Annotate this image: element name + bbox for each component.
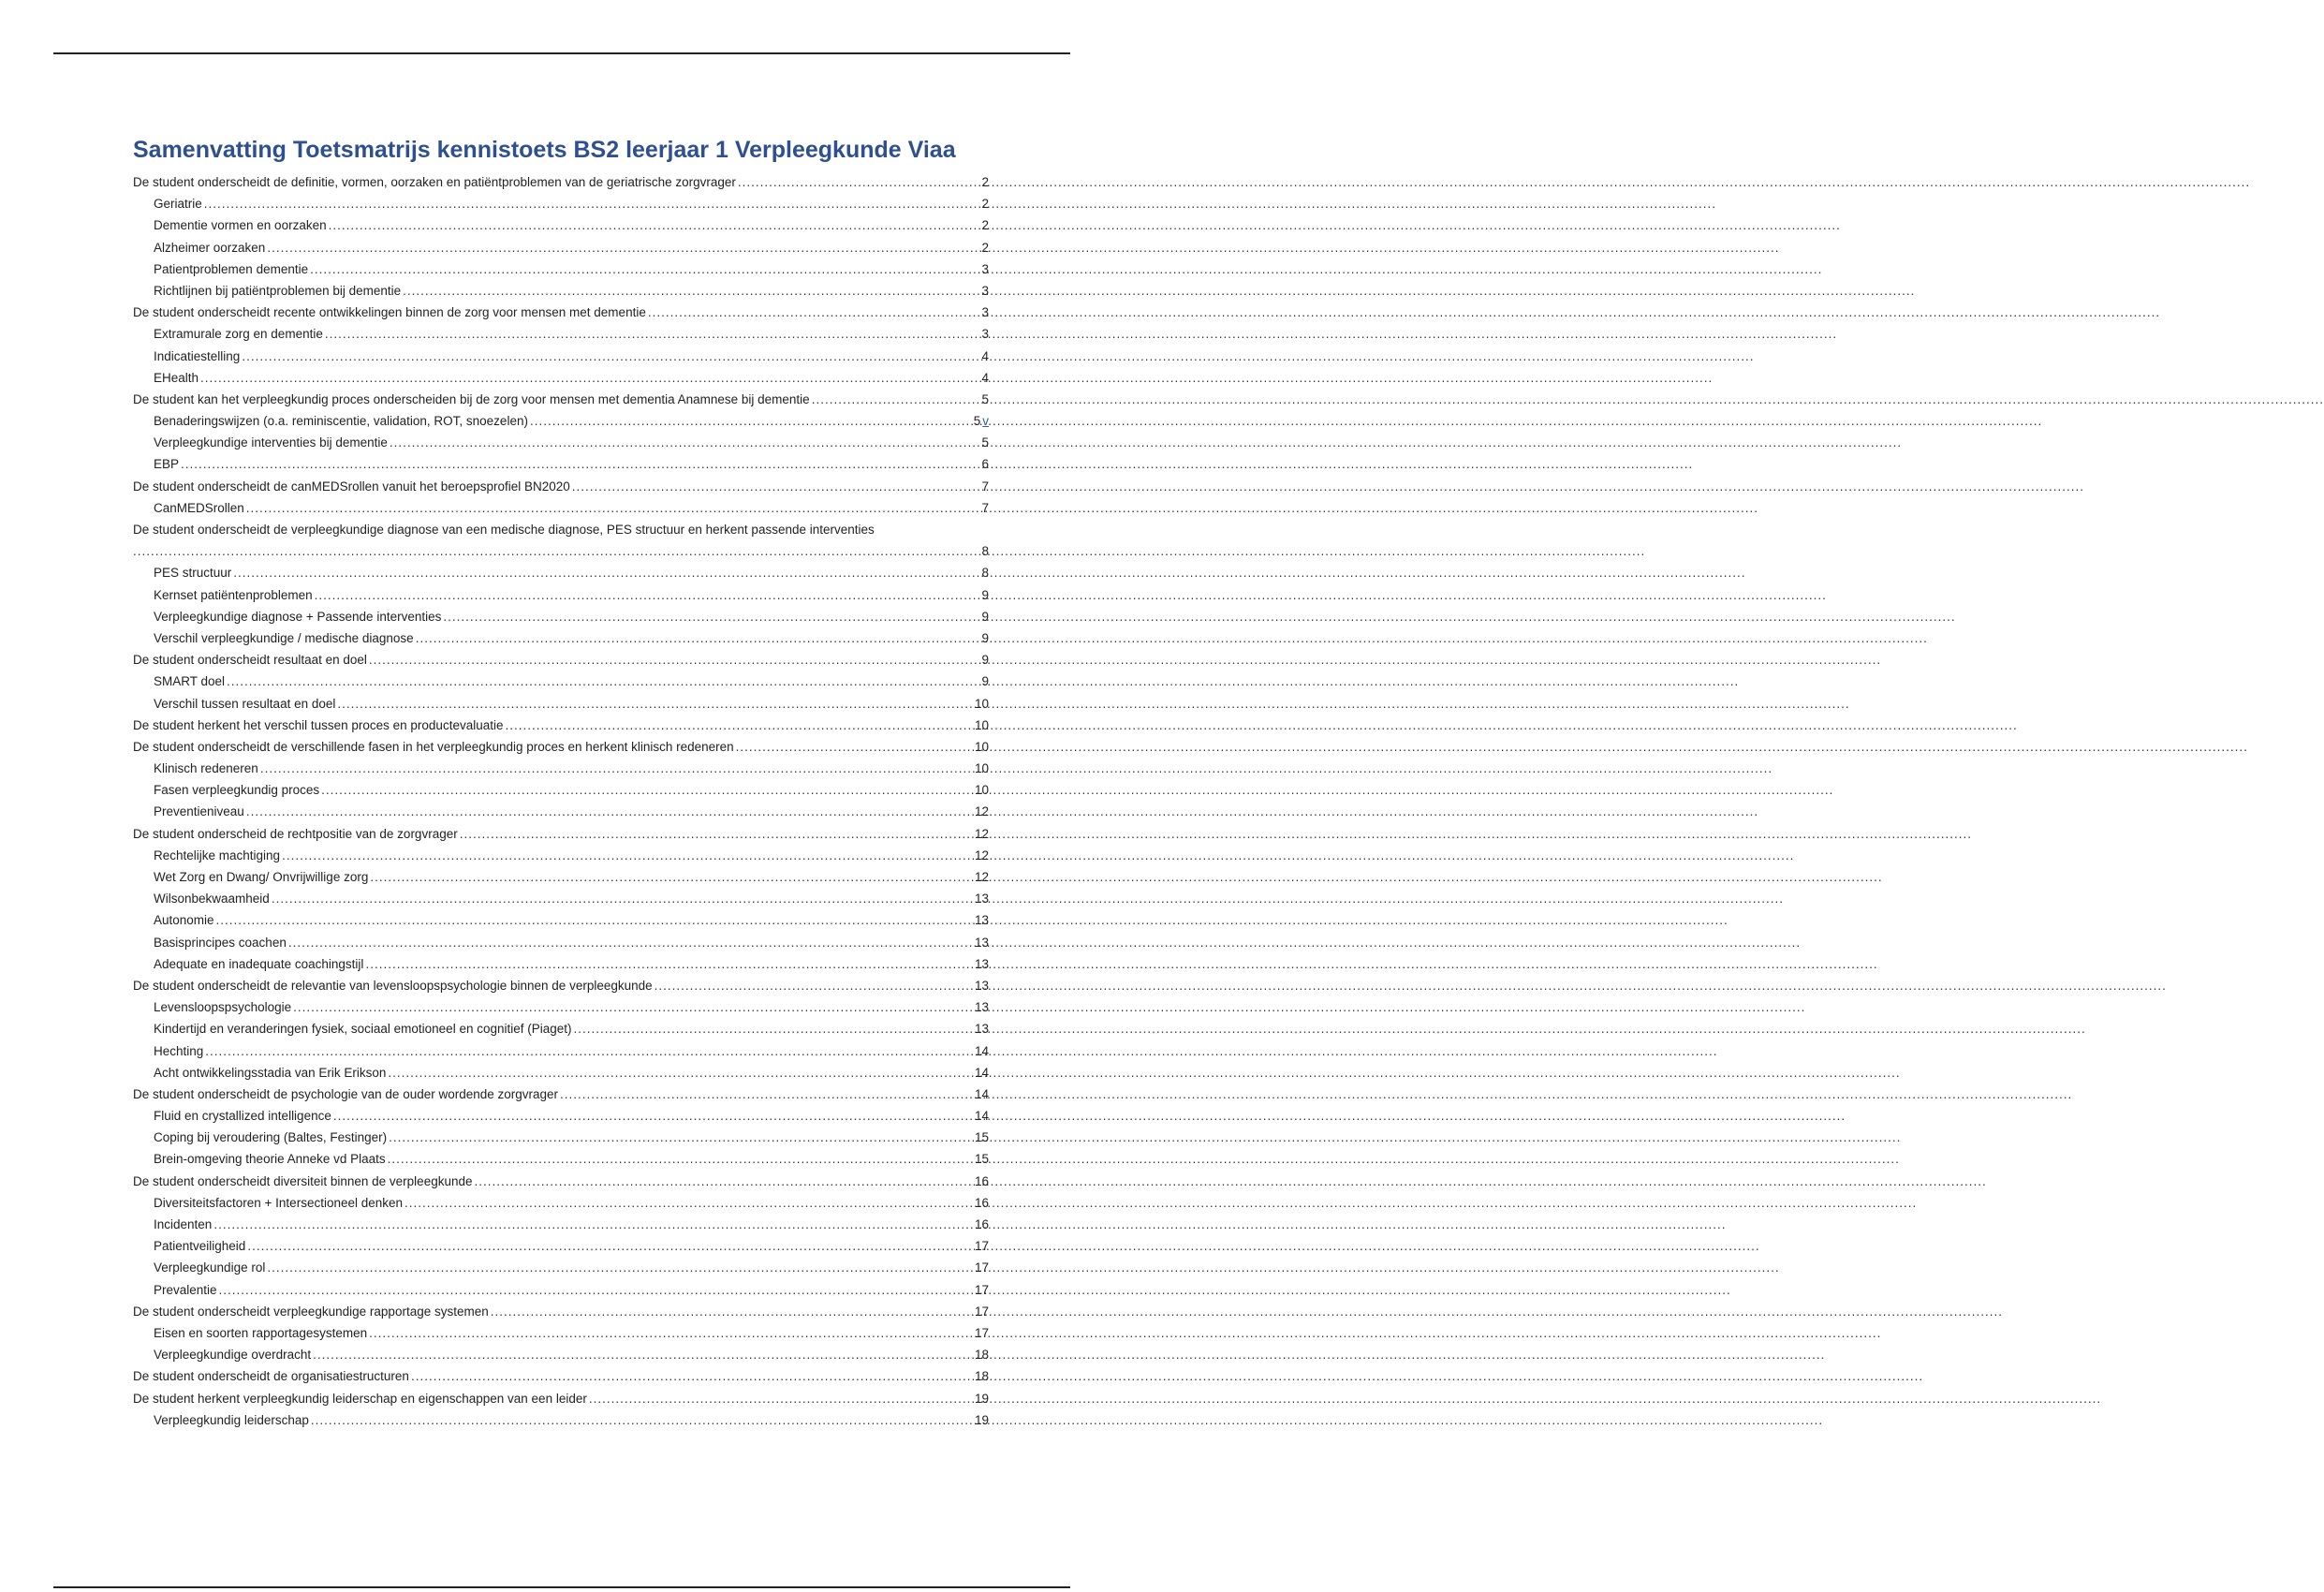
toc-subsection-entry[interactable]	[133, 1018, 989, 1039]
toc-subsection-entry[interactable]	[133, 996, 989, 1018]
toc-page-suffix: v	[982, 414, 989, 429]
toc-entry-text: PES structuur	[154, 566, 232, 581]
toc-page-number: 4	[981, 370, 989, 385]
toc-subsection-entry[interactable]	[133, 562, 989, 583]
toc-page-number: 14	[974, 1109, 989, 1124]
toc-entry-text: Fluid en crystallized intelligence	[154, 1109, 331, 1124]
toc-entry-text: De student herkent het verschil tussen proces en productevaluatie	[133, 717, 504, 732]
toc-page-number: 13	[974, 892, 989, 907]
toc-section-entry[interactable]	[133, 649, 989, 671]
toc-entry-text: Levensloopspsychologie	[154, 1000, 292, 1015]
toc-entry-text: De student kan het verpleegkundig proces onderscheiden bij de zorg voor mensen met dementia Anamnese bij dementie	[133, 391, 810, 406]
toc-page-number: 8	[981, 566, 989, 581]
toc-page-number: 4	[981, 348, 989, 363]
toc-page-number: 12	[974, 826, 989, 841]
toc-entry-text: EHealth	[154, 370, 199, 385]
toc-page-number: 19	[974, 1412, 989, 1427]
toc-section-entry[interactable]	[133, 302, 989, 323]
toc-leader-dots	[321, 779, 973, 801]
toc-entry-text: De student onderscheidt de relevantie van levensloopspsychologie binnen de verpleegkunde	[133, 978, 653, 993]
toc-subsection-entry[interactable]	[133, 432, 989, 453]
toc-page-number: 18	[974, 1348, 989, 1363]
toc-page-number: 17	[974, 1304, 989, 1319]
toc-leader-dots	[205, 1040, 973, 1062]
toc-page-number: 2	[981, 218, 989, 233]
toc-leader-dots	[388, 1062, 973, 1083]
toc-page-number: 14	[974, 1086, 989, 1101]
toc-subsection-entry[interactable]	[133, 909, 989, 931]
toc-leader-dots	[246, 801, 973, 822]
toc-subsection-entry[interactable]	[133, 866, 989, 888]
toc-section-entry[interactable]	[133, 1083, 989, 1105]
toc-entry-text: Verpleegkundige rol	[154, 1260, 266, 1275]
toc-leader-dots	[311, 1409, 973, 1431]
toc-subsection-entry[interactable]	[133, 346, 989, 367]
toc-page-number: 13	[974, 1022, 989, 1037]
toc-entry-text: Patientveiligheid	[154, 1239, 246, 1254]
toc-page-number: 13	[974, 935, 989, 950]
toc-section-entry[interactable]	[133, 823, 989, 845]
toc-subsection-entry[interactable]	[133, 693, 989, 715]
toc-page-number: 7	[981, 500, 989, 515]
toc-leader-dots	[475, 1171, 973, 1192]
toc-leader-dots	[247, 1235, 973, 1257]
toc-subsection-entry[interactable]	[133, 410, 989, 432]
toc-section-entry[interactable]	[133, 1301, 989, 1322]
toc-entry-text: Verpleegkundig leiderschap	[154, 1412, 309, 1427]
toc-section-entry[interactable]	[133, 736, 989, 758]
toc-subsection-entry[interactable]	[133, 280, 989, 302]
toc-entry-text: Wet Zorg en Dwang/ Onvrijwillige zorg	[154, 870, 369, 885]
toc-subsection-entry[interactable]	[133, 1279, 989, 1301]
toc-section-entry[interactable]	[133, 1388, 989, 1409]
toc-page-number: 3	[981, 283, 989, 298]
toc-entry-text: Verpleegkundige overdracht	[154, 1348, 312, 1363]
toc-leader-dots	[416, 627, 980, 649]
toc-subsection-entry[interactable]	[133, 214, 989, 236]
toc-leader-dots	[389, 1127, 973, 1148]
toc-subsection-entry[interactable]	[133, 193, 989, 214]
toc-page-number: 12	[974, 804, 989, 819]
toc-page-number: 5	[973, 414, 981, 429]
toc-page-number: 13	[974, 978, 989, 993]
toc-leader-dots	[404, 1192, 973, 1214]
toc-entry-text: Klinisch redeneren	[154, 761, 258, 776]
toc-entry-text: Coping bij veroudering (Baltes, Festinger)	[154, 1130, 388, 1145]
toc-subsection-entry[interactable]	[133, 1127, 989, 1148]
toc-page-number: 19	[974, 1391, 989, 1406]
toc-leader-dots	[242, 346, 979, 367]
toc-page-number: 14	[974, 1043, 989, 1058]
toc-section-entry[interactable]	[133, 476, 989, 497]
toc-leader-dots	[736, 736, 973, 758]
toc-entry-text: Geriatrie	[154, 197, 202, 212]
toc-leader-dots	[403, 280, 979, 302]
toc-leader-dots	[411, 1365, 973, 1387]
toc-entry-text: Prevalentie	[154, 1282, 217, 1297]
toc-entry-text: De student onderscheidt de canMEDSrollen vanuit het beroepsprofiel BN2020	[133, 479, 570, 494]
toc-entry-text: Eisen en soorten rapportagesystemen	[154, 1325, 368, 1340]
toc-page-number: 12	[974, 848, 989, 862]
toc-entry-text: Benaderingswijzen (o.a. reminiscentie, validation, ROT, snoezelen)	[154, 414, 528, 429]
toc-entry-text: Extramurale zorg en dementie	[154, 327, 323, 342]
toc-page-number: 13	[974, 956, 989, 971]
toc-entry-text: Incidenten	[154, 1217, 213, 1232]
toc-entry-text: Rechtelijke machtiging	[154, 848, 281, 862]
toc-subsection-entry[interactable]	[133, 888, 989, 909]
toc-page-number: 15	[974, 1152, 989, 1167]
toc-leader-dots	[369, 649, 980, 671]
toc-entry-text: Patientproblemen dementie	[154, 261, 309, 276]
toc-page-number: 3	[981, 261, 989, 276]
toc-page-number: 10	[974, 739, 989, 754]
toc-leader-dots	[505, 715, 972, 736]
toc-entry-text: De student onderscheid de rechtpositie van de zorgvrager	[133, 826, 458, 841]
toc-entry-text: Diversiteitsfactoren + Intersectioneel denken	[154, 1195, 404, 1210]
toc-section-entry[interactable]	[133, 1171, 989, 1192]
toc-leader-dots	[589, 1388, 973, 1409]
toc-leader-dots	[370, 866, 973, 888]
toc-leader-dots	[325, 323, 980, 345]
toc-leader-dots	[369, 1322, 973, 1344]
toc-subsection-entry[interactable]	[133, 323, 989, 345]
toc-subsection-entry[interactable]	[133, 1344, 989, 1365]
toc-page-number: 16	[974, 1195, 989, 1210]
toc-subsection-entry[interactable]	[133, 1322, 989, 1344]
toc-entry-text: De student onderscheidt de verpleegkundige diagnose van een medische diagnose, PES structuur en herkent passende interventies	[133, 523, 875, 537]
toc-leader-dots	[313, 1344, 973, 1365]
toc-entry-text: Preventieniveau	[154, 804, 244, 819]
toc-leader-dots	[530, 410, 972, 432]
toc-page-number: 10	[974, 761, 989, 776]
toc-page-number: 17	[974, 1260, 989, 1275]
toc-entry-text: Verschil verpleegkundige / medische diagnose	[154, 630, 414, 645]
toc-leader-dots	[260, 758, 973, 779]
toc-subsection-entry[interactable]	[133, 1105, 989, 1127]
toc-entry-text: Alzheimer oorzaken	[154, 240, 266, 255]
toc-page-number: 7	[981, 479, 989, 494]
toc-entry-text: Basisprincipes coachen	[154, 935, 287, 950]
toc-page-number: 16	[974, 1173, 989, 1188]
header-rule	[53, 52, 1070, 54]
toc-page-number: 13	[974, 1000, 989, 1015]
toc-subsection-entry[interactable]	[133, 1148, 989, 1170]
toc-leader-dots	[572, 476, 980, 497]
toc-leader-dots	[227, 671, 979, 692]
toc-page-number: 5	[981, 435, 989, 450]
toc-page-number: 2	[981, 197, 989, 212]
toc-entry-text: De student onderscheidt resultaat en doel	[133, 653, 367, 668]
document-title: Samenvatting Toetsmatrijs kennistoets BS2 leerjaar 1 Verpleegkunde Viaa	[133, 137, 956, 163]
toc-leader-dots	[246, 497, 980, 519]
toc-page-number: 9	[981, 674, 989, 689]
toc-subsection-entry[interactable]	[133, 1235, 989, 1257]
footer-rule	[53, 1586, 1070, 1588]
toc-entry-text: Adequate en inadequate coachingstijl	[154, 956, 364, 971]
toc-leader-dots	[574, 1018, 973, 1039]
toc-subsection-entry[interactable]	[133, 1257, 989, 1278]
toc-page-number: 13	[974, 913, 989, 928]
toc-subsection-entry[interactable]	[133, 1214, 989, 1235]
toc-leader-dots	[233, 562, 979, 583]
toc-entry-text: De student herkent verpleegkundig leiderschap en eigenschappen van een leider	[133, 1391, 587, 1406]
toc-leader-dots	[365, 953, 973, 975]
toc-leader-dots	[315, 584, 980, 606]
toc-subsection-entry[interactable]	[133, 606, 989, 627]
toc-entry-text: Kindertijd en veranderingen fysiek, sociaal emotioneel en cognitief (Piaget)	[154, 1022, 572, 1037]
toc-subsection-entry[interactable]	[133, 584, 989, 606]
toc-entry-text: Verpleegkundige diagnose + Passende interventies	[154, 609, 442, 624]
toc-section-entry[interactable]	[133, 171, 989, 193]
toc-section-entry[interactable]	[133, 715, 989, 736]
toc-page-number: 2	[981, 240, 989, 255]
toc-page-number: 9	[981, 609, 989, 624]
toc-entry-text: Fasen verpleegkundig proces	[154, 783, 320, 798]
toc-leader-dots	[812, 389, 980, 410]
toc-entry-text: Indicatiestelling	[154, 348, 241, 363]
toc-leader-dots	[213, 1214, 973, 1235]
toc-page-number: 9	[981, 653, 989, 668]
toc-entry-text: De student onderscheidt de organisatiestructuren	[133, 1369, 409, 1384]
toc-entry-text: Acht ontwikkelingsstadia van Erik Erikson	[154, 1065, 387, 1080]
toc-entry-text: De student onderscheidt verpleegkundige rapportage systemen	[133, 1304, 489, 1319]
table-of-contents	[133, 171, 989, 1431]
toc-leader-dots	[655, 975, 973, 996]
toc-page-number: 14	[974, 1065, 989, 1080]
toc-leader-dots	[267, 1257, 973, 1278]
toc-subsection-entry[interactable]	[133, 1062, 989, 1083]
toc-entry-text: De student onderscheidt de verschillende fasen in het verpleegkundig proces en herkent klinisch redeneren	[133, 739, 734, 754]
toc-leader-dots	[200, 367, 979, 389]
toc-subsection-entry[interactable]	[133, 953, 989, 975]
toc-leader-dots	[219, 1279, 973, 1301]
toc-section-entry[interactable]	[133, 389, 989, 410]
toc-page-number: 12	[974, 870, 989, 885]
toc-page-number: 10	[974, 696, 989, 711]
toc-leader-dots	[390, 432, 980, 453]
toc-subsection-entry[interactable]	[133, 845, 989, 866]
toc-entry-text: De student onderscheidt de psychologie van de ouder wordende zorgvrager	[133, 1086, 559, 1101]
toc-subsection-entry[interactable]	[133, 779, 989, 801]
toc-page-number: 9	[981, 587, 989, 602]
toc-entry-text: Autonomie	[154, 913, 214, 928]
toc-leader-dots	[491, 1301, 973, 1322]
toc-leader-dots	[288, 932, 973, 953]
toc-subsection-entry[interactable]	[133, 627, 989, 649]
toc-section-entry[interactable]	[133, 1365, 989, 1387]
toc-subsection-entry[interactable]	[133, 258, 989, 280]
toc-page-number: 16	[974, 1217, 989, 1232]
toc-leader-dots	[293, 996, 973, 1018]
toc-leader-dots	[216, 909, 973, 931]
toc-entry-text: Dementie vormen en oorzaken	[154, 218, 327, 233]
toc-entry-text: De student onderscheidt de definitie, vormen, oorzaken en patiëntproblemen van de geriatrische zorgvrager	[133, 175, 736, 189]
toc-page-number: 5	[981, 391, 989, 406]
toc-subsection-entry[interactable]	[133, 237, 989, 258]
toc-section-entry[interactable]	[133, 519, 989, 562]
toc-subsection-entry[interactable]	[133, 453, 989, 475]
toc-entry-text: Hechting	[154, 1043, 204, 1058]
toc-page-number: 10	[974, 717, 989, 732]
toc-page-number: 17	[974, 1282, 989, 1297]
toc-leader-dots	[388, 1148, 973, 1170]
toc-entry-text: CanMEDSrollen	[154, 500, 244, 515]
toc-page-number: 15	[974, 1130, 989, 1145]
toc-entry-text: Wilsonbekwaamheid	[154, 892, 270, 907]
toc-page-number: 3	[981, 327, 989, 342]
toc-entry-text: EBP	[154, 457, 180, 472]
toc-page-number: 9	[981, 630, 989, 645]
toc-leader-dots	[333, 1105, 973, 1127]
toc-page-number: 6	[981, 457, 989, 472]
toc-subsection-entry[interactable]	[133, 1409, 989, 1431]
toc-entry-text: Verpleegkundige interventies bij dementie	[154, 435, 388, 450]
toc-entry-text: Kernset patiëntenproblemen	[154, 587, 313, 602]
toc-subsection-entry[interactable]	[133, 1040, 989, 1062]
toc-leader-dots	[460, 823, 973, 845]
toc-leader-dots	[648, 302, 980, 323]
toc-subsection-entry[interactable]	[133, 932, 989, 953]
toc-page-number: 18	[974, 1369, 989, 1384]
toc-entry-text: De student onderscheidt diversiteit binnen de verpleegkunde	[133, 1173, 473, 1188]
toc-subsection-entry[interactable]	[133, 367, 989, 389]
toc-page-number: 2	[981, 175, 989, 189]
toc-leader-dots	[310, 258, 979, 280]
toc-leader-dots	[560, 1083, 973, 1105]
toc-page-number: 3	[981, 305, 989, 320]
toc-leader-dots	[337, 693, 973, 715]
toc-subsection-entry[interactable]	[133, 671, 989, 692]
toc-entry-text: Richtlijnen bij patiëntproblemen bij dementie	[154, 283, 402, 298]
toc-subsection-entry[interactable]	[133, 758, 989, 779]
toc-subsection-entry[interactable]	[133, 497, 989, 519]
toc-page-number: 10	[974, 783, 989, 798]
toc-leader-dots	[282, 845, 973, 866]
toc-page-number: 17	[974, 1325, 989, 1340]
toc-section-entry[interactable]	[133, 975, 989, 996]
toc-page-number: 8	[981, 544, 989, 559]
toc-page-number: 17	[974, 1239, 989, 1254]
toc-leader-dots	[272, 888, 973, 909]
toc-entry-text: SMART doel	[154, 674, 226, 689]
toc-subsection-entry[interactable]	[133, 1192, 989, 1214]
toc-subsection-entry[interactable]	[133, 801, 989, 822]
toc-leader-dots	[181, 453, 979, 475]
toc-leader-dots	[133, 540, 979, 562]
toc-entry-text: Verschil tussen resultaat en doel	[154, 696, 336, 711]
toc-entry-text: Brein-omgeving theorie Anneke vd Plaats	[154, 1152, 386, 1167]
toc-leader-dots	[267, 237, 979, 258]
toc-leader-dots	[329, 214, 980, 236]
toc-leader-dots	[204, 193, 980, 214]
toc-entry-text: De student onderscheidt recente ontwikkelingen binnen de zorg voor mensen met dementie	[133, 305, 646, 320]
toc-leader-dots	[443, 606, 979, 627]
toc-leader-dots	[738, 171, 980, 193]
